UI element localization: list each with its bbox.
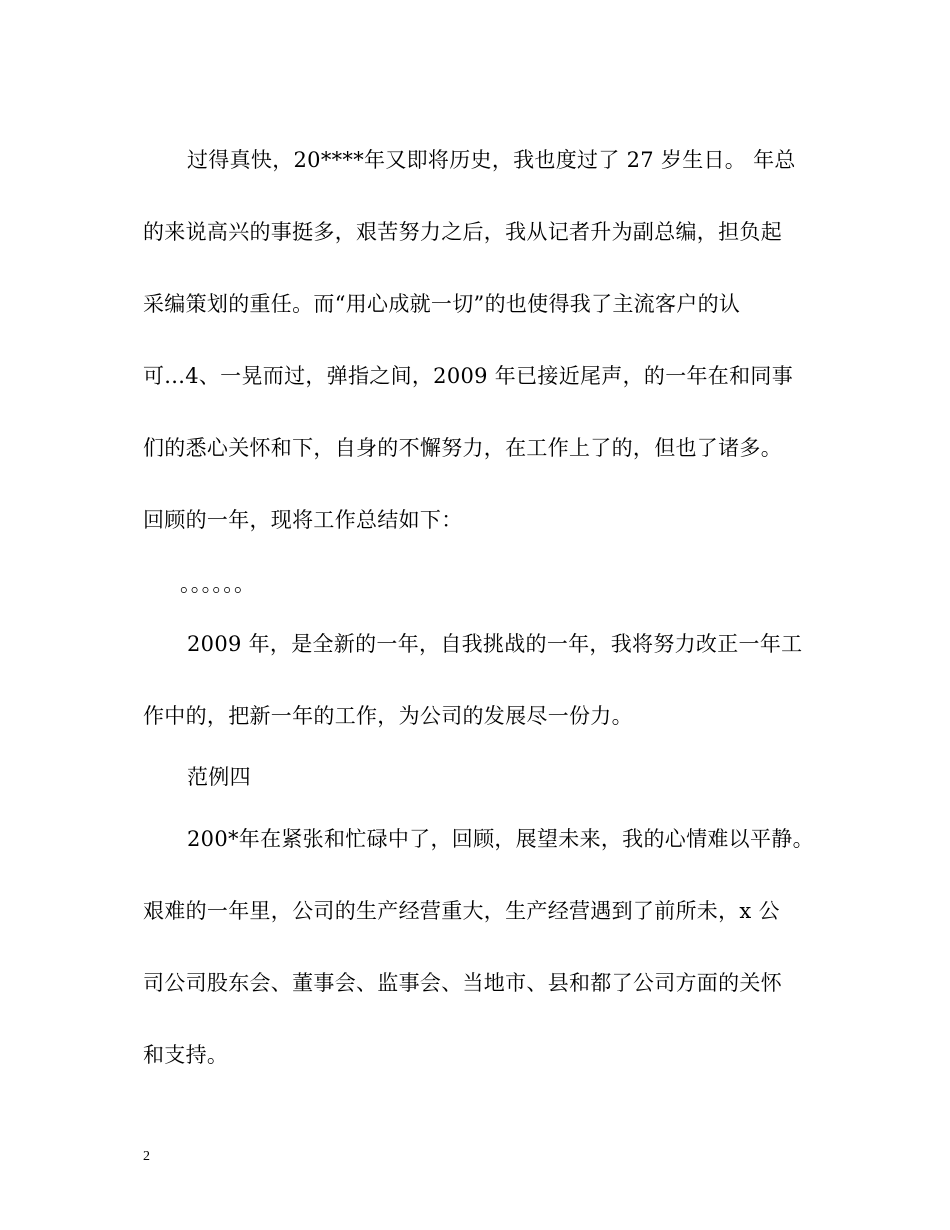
text-line: 200*年在紧张和忙碌中了，回顾，展望未来，我的心情难以平静。 (187, 827, 814, 851)
text-line: 艰难的一年里，公司的生产经营重大，生产经营遇到了前所未，x 公 (143, 899, 780, 923)
ellipsis-line: 。。。。。。 (180, 572, 256, 596)
text-line: 可...4、一晃而过，弹指之间，2009 年已接近尾声，的一年在和同事 (143, 364, 794, 388)
page-number: 2 (143, 1149, 150, 1164)
text-line: 的来说高兴的事挺多，艰苦努力之后，我从记者升为副总编，担负起 (143, 220, 782, 244)
text-line: 回顾的一年，现将工作总结如下： (143, 508, 463, 532)
text-line: 作中的，把新一年的工作，为公司的发展尽一份力。 (143, 704, 633, 728)
section-heading: 范例四 (187, 765, 251, 789)
text-line: 们的悉心关怀和下，自身的不懈努力，在工作上了的，但也了诸多。 (143, 436, 782, 460)
text-line: 采编策划的重任。而“用心成就一切”的也使得我了主流客户的认 (143, 292, 741, 316)
text-line: 2009 年，是全新的一年，自我挑战的一年，我将努力改正一年工 (187, 632, 803, 656)
text-line: 司公司股东会、董事会、监事会、当地市、县和都了公司方面的关怀 (143, 971, 782, 995)
text-line: 过得真快，20****年又即将历史，我也度过了 27 岁生日。 年总 (187, 148, 796, 172)
text-line: 和支持。 (143, 1043, 229, 1067)
